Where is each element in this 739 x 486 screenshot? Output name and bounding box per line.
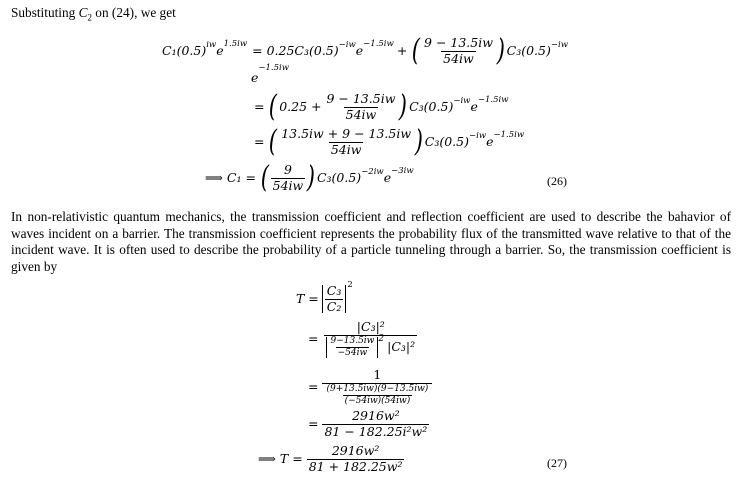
body-paragraph: In non-relativistic quantum mechanics, the transmission coefficient and reflection coefficient are used to describe the bahavior of waves incident on a barrier. The transmission coefficient represents the probability flux of the transmitted wave relative to that of the incident wave. It is often used to describe the probability of a particle tunneling through a barrier. So, the transmission coefficient is given by [11, 209, 731, 274]
eq26-frac3 [279, 128, 413, 156]
eq27-l3-den-frac [324, 385, 430, 406]
eq26-frac3-num: 13.5iw + 9 − 13.5iw [281, 126, 412, 141]
eq26-l1-e: e [216, 42, 224, 58]
eq27-line4 [308, 410, 429, 438]
eq26-frac2-den: 54iw [345, 106, 377, 122]
eq27-l2-den-frac [328, 337, 376, 358]
eq26-frac4-den: 54iw [272, 177, 304, 193]
eq26-l3-sup1: −iw [453, 95, 471, 106]
eq26-l3-e: e [470, 98, 478, 114]
eq26-frac1-den: 54iw [443, 50, 474, 66]
eq27-l2-den-frac-num: 9−13.5iw [330, 335, 375, 346]
eq26-l3-sup2: −1.5iw [477, 94, 509, 105]
eq27-l3-den-num: (9+13.5iw)(9−13.5iw) [326, 383, 429, 394]
intro-line [11, 6, 176, 23]
eq26-l5-lparen: ( [260, 160, 269, 195]
eq26-line1 [162, 33, 568, 68]
eq26-frac2-num: 9 − 13.5iw [326, 91, 396, 106]
eq26-l1-lparen: ( [412, 33, 421, 68]
eq26-l1-tail: C₃(0.5) [506, 42, 551, 58]
eq27-l2-eq: = [308, 331, 319, 346]
eq26-l1-sup2: 1.5iw [223, 38, 248, 49]
eq27-l4-frac [322, 410, 429, 438]
eq26-l4-sup2: −1.5iw [493, 129, 525, 140]
eq27-l3-eq: = [308, 379, 319, 394]
intro-after: on (24), we get [91, 5, 176, 20]
eq26-l2-sup: −1.5iw [258, 63, 290, 73]
eq26-number: (26) [547, 174, 567, 188]
eq26-frac4-num: 9 [283, 162, 292, 177]
eq26-l1-sup4: −1.5iw [363, 38, 394, 49]
intro-sub: 2 [87, 12, 92, 23]
eq27-l1-T: T = [296, 290, 319, 306]
eq27-l2-num: |C₃|² [356, 319, 385, 334]
eq26-frac3-den: 54iw [330, 141, 362, 157]
intro-before: Substituting [11, 5, 79, 20]
eq26-l5-rparen: ) [307, 160, 316, 195]
eq26-line3 [254, 89, 509, 124]
eq26-l5-tail: C₃(0.5) [316, 169, 362, 185]
eq26-frac4 [271, 164, 306, 192]
eq26-l3-tail: C₃(0.5) [409, 98, 454, 114]
eq27-line5 [258, 445, 404, 473]
eq26-l1-eq: = 0.25C₃(0.5) [252, 42, 339, 58]
eq26-line4 [254, 124, 525, 159]
eq26-l1-tail-sup: −iw [550, 39, 568, 50]
eq27-l2-den-abs [326, 337, 378, 358]
eq27-l3-den-den: (−54iw)(54iw) [344, 395, 411, 406]
eq26-l3-rparen: ) [399, 89, 408, 124]
eq27-l4-num: 2916w² [352, 408, 400, 423]
eq27-l1-den: C₂ [326, 298, 342, 314]
eq26-l3-eq: = [254, 98, 265, 114]
eq27-l5-den: 81 + 182.25w² [308, 458, 403, 474]
eq27-line3 [308, 369, 432, 406]
eq27-l2-den-frac-den: −54iw [337, 347, 368, 358]
eq27-l3-frac [322, 369, 432, 406]
eq26-l2-e: e [251, 70, 259, 86]
eq27-l4-eq: = [308, 415, 319, 431]
eq26-l3-a: 0.25 + [279, 98, 322, 114]
eq26-frac1 [422, 37, 495, 65]
eq27-l1-pow: 2 [347, 279, 353, 290]
eq27-l5-frac [307, 445, 405, 473]
eq27-l5-implies: ⟹ T = [258, 450, 303, 466]
eq27-l2-den-pow: 2 [378, 333, 385, 344]
eq26-line2 [251, 63, 290, 86]
eq26-frac2 [324, 93, 397, 121]
eq27-l1-abs [322, 285, 347, 313]
eq26-l1-sup1: iw [206, 39, 217, 50]
eq27-l2-frac [324, 321, 417, 358]
eq27-l2-den-tail: |C₃|² [387, 338, 416, 354]
eq26-l4-rparen: ) [414, 124, 424, 159]
eq26-l4-eq: = [254, 133, 265, 149]
eq27-l2-den [324, 335, 417, 358]
eq27-l5-num: 2916w² [331, 443, 380, 458]
eq26-l4-e: e [486, 133, 494, 149]
eq27-l4-den: 81 − 182.25i²w² [324, 423, 428, 439]
eq27-l3-num: 1 [373, 367, 382, 382]
eq27-line1 [296, 279, 353, 314]
eq26-l5-sup2: −3iw [391, 165, 414, 176]
eq27-number: (27) [547, 456, 567, 470]
eq26-l5-sup1: −2iw [361, 166, 384, 177]
eq26-l5-implies: ⟹ C₁ = [205, 169, 256, 185]
eq26-l4-sup1: −iw [469, 130, 487, 141]
eq26-l1-e2: e [355, 42, 364, 58]
eq26-l4-lparen: ( [269, 124, 278, 159]
eq26-l1-left: C₁(0.5) [162, 42, 207, 58]
eq27-l1-num: C₃ [326, 283, 342, 298]
eq26-line5 [205, 160, 414, 195]
eq26-l4-tail: C₃(0.5) [424, 133, 469, 149]
eq26-l1-plus: + [396, 42, 408, 58]
eq26-frac1-num: 9 − 13.5iw [424, 35, 493, 50]
eq26-l3-lparen: ( [269, 89, 278, 124]
eq26-l5-e: e [383, 169, 392, 185]
eq27-l3-den [322, 383, 432, 406]
eq27-l1-frac [325, 285, 344, 313]
intro-var: C [78, 5, 88, 20]
eq26-l1-rparen: ) [496, 33, 505, 68]
eq26-l1-sup3: −iw [338, 39, 356, 50]
eq27-line2 [308, 321, 417, 358]
